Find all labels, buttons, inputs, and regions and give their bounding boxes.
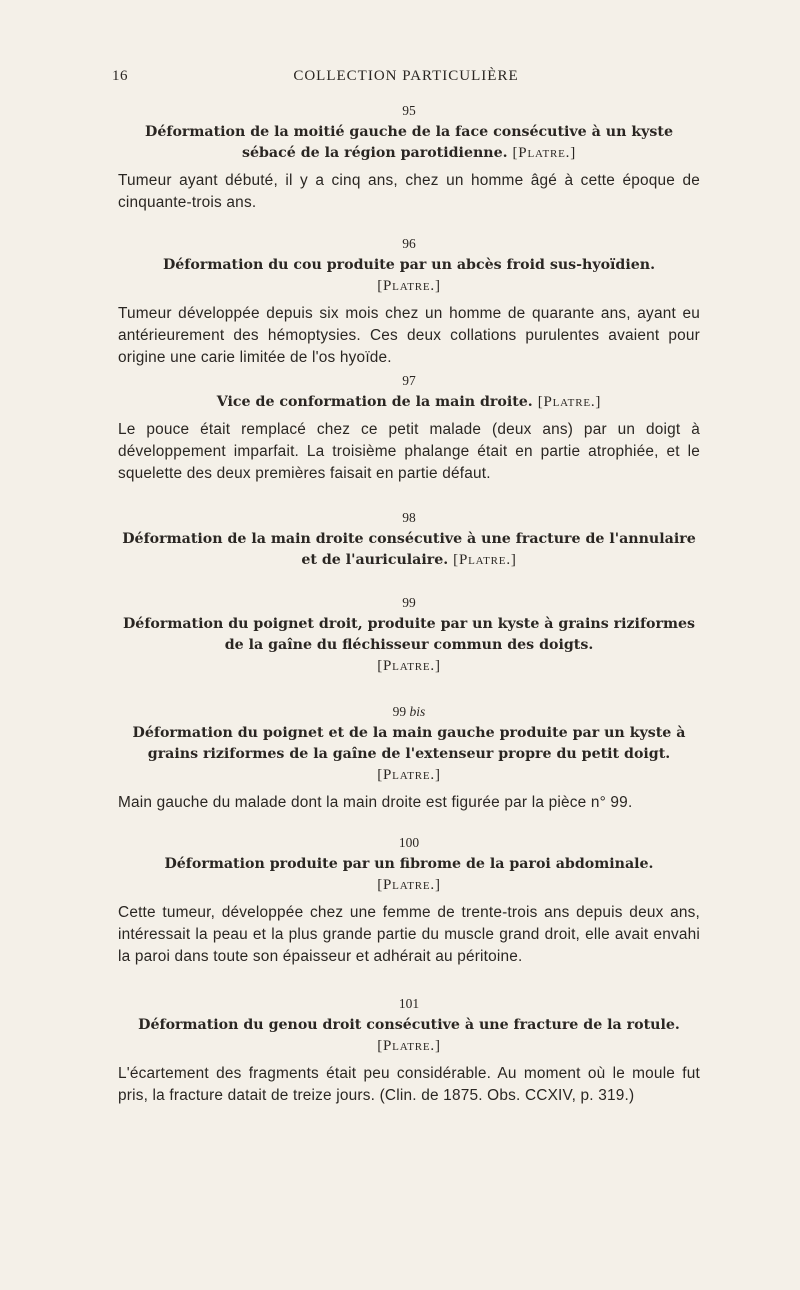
- plate-label: [Platre.]: [512, 145, 577, 161]
- plate-label: [Platre.]: [377, 767, 441, 783]
- running-title: COLLECTION PARTICULIÈRE: [293, 68, 519, 84]
- entry-description: Cette tumeur, développée chez une femme de trente-trois ans depuis deux ans, intéressait la peau et la plus grande partie du muscle grand droit, elle avait envahi la paroi dans toute son épaisseur et adhérait au péritoine.: [118, 904, 700, 965]
- catalog-entry: [118, 835, 700, 968]
- entry-description: Main gauche du malade dont la main droite est figurée par la pièce n° 99.: [118, 794, 633, 811]
- plate-label: [Platre.]: [377, 877, 441, 893]
- plate-label: [Platre.]: [377, 658, 441, 674]
- plate-label: [Platre.]: [377, 278, 441, 294]
- entry-title: Déformation du cou produite par un abcès froid sus-hyoïdien. [Platre.]: [162, 257, 656, 294]
- entry-description: L'écartement des fragments était peu considérable. Au moment où le moule fut pris, la fracture datait de treize jours. (Clin. de 1875. Obs. CCXIV, p. 319.): [118, 1065, 700, 1104]
- plate-label: [Platre.]: [377, 1038, 441, 1054]
- entry-title: Déformation du genou droit consécutive à une fracture de la rotule. [Platre.]: [138, 1017, 680, 1054]
- page-number: 16: [112, 68, 128, 84]
- entry-description: Tumeur développée depuis six mois chez un homme de quarante ans, ayant eu antérieurement des hémoptysies. Ces deux collations purulentes avaient pour origine une carie limitée de l'os hyoïde.: [118, 305, 700, 366]
- plate-label: [Platre.]: [537, 394, 602, 410]
- entry-description: Tumeur ayant débuté, il y a cinq ans, chez un homme âgé à cette époque de cinquante-trois ans.: [118, 172, 700, 211]
- entry-description: Le pouce était remplacé chez ce petit malade (deux ans) par un doigt à développement imparfait. La troisième phalange était en partie atrophiée, et le squelette des deux premières faisait en partie défaut.: [118, 421, 700, 482]
- catalog-entry: [118, 103, 700, 214]
- catalog-entry: [118, 510, 700, 571]
- running-header: [112, 68, 700, 90]
- entry-number: 97: [402, 373, 416, 388]
- entry-title: Déformation du poignet et de la main gauche produite par un kyste à grains riziformes de la gaîne de l'extenseur propre du petit doigt. [Platre.]: [132, 725, 686, 783]
- entry-number: 96: [402, 236, 416, 251]
- entry-number: 101: [398, 996, 420, 1011]
- entry-title: Vice de conformation de la main droite. [Platre.]: [216, 394, 602, 410]
- catalog-entry: [118, 236, 700, 369]
- entry-number-suffix: bis: [409, 704, 426, 719]
- catalog-entry: [118, 996, 700, 1107]
- entry-number: 98: [402, 510, 416, 525]
- entry-number: 99 bis: [392, 704, 426, 719]
- entry-title: Déformation du poignet droit, produite par un kyste à grains riziformes de la gaîne du fléchisseur commun des doigts. [Platre.]: [122, 616, 696, 674]
- plate-label: [Platre.]: [453, 552, 517, 568]
- entry-title: Déformation de la moitié gauche de la face consécutive à un kyste sébacé de la région parotidienne. [Platre.]: [145, 124, 673, 161]
- entry-title: Déformation de la main droite consécutive à une fracture de l'annulaire et de l'auriculaire. [Platre.]: [122, 531, 696, 568]
- catalog-entry: [118, 704, 700, 814]
- catalog-entry: [118, 373, 700, 485]
- entry-number: 100: [398, 835, 420, 850]
- entry-number: 95: [402, 103, 416, 118]
- entry-title: Déformation produite par un fibrome de la paroi abdominale. [Platre.]: [164, 856, 654, 893]
- catalog-entry: [118, 595, 700, 677]
- entry-number: 99: [402, 595, 416, 610]
